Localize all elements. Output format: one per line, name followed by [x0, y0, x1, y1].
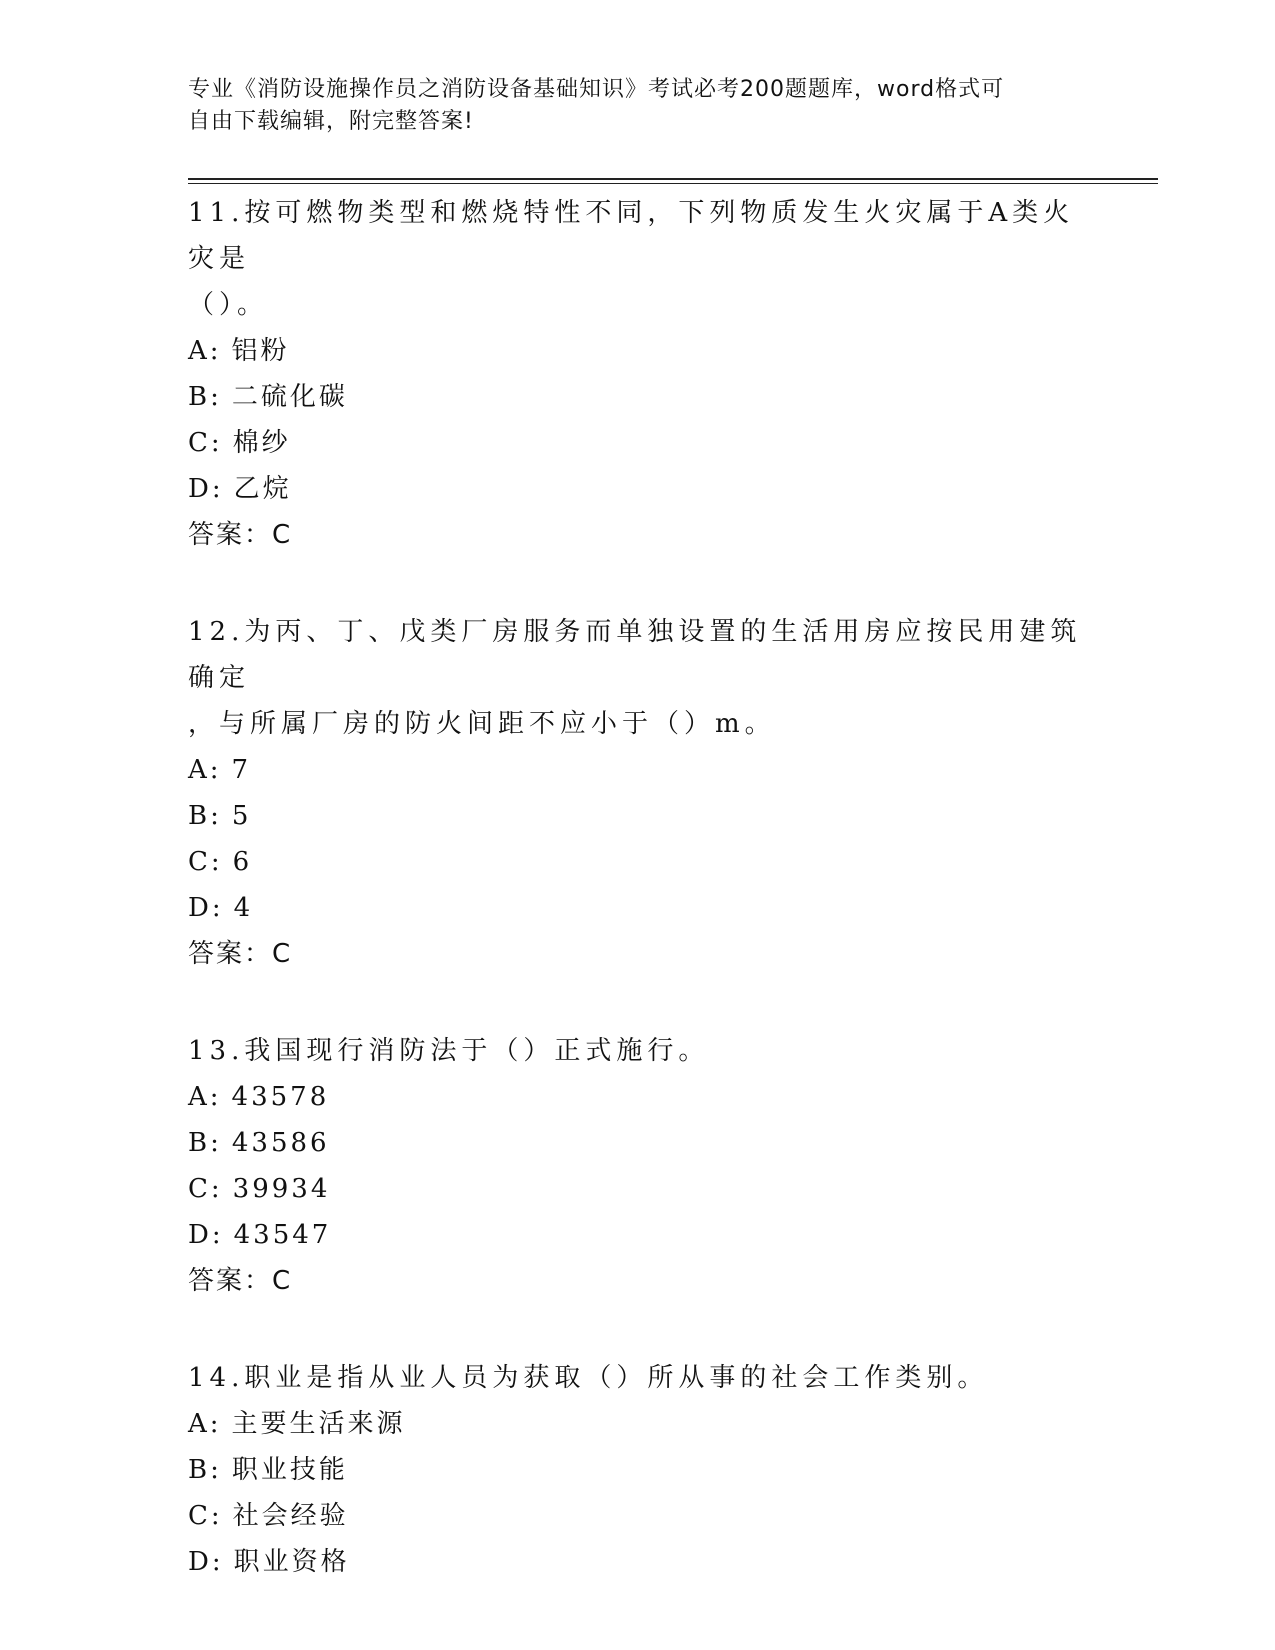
option-key: D: — [188, 1547, 224, 1577]
question-stem — [188, 609, 1088, 747]
option-d — [188, 466, 1088, 512]
option-text: 铝粉 — [231, 336, 290, 366]
option-text: 社会经验 — [232, 1501, 349, 1531]
question-stem-line: 12.为丙、丁、戊类厂房服务而单独设置的生活用房应按民用建筑确定 — [188, 617, 1082, 693]
option-d — [188, 1539, 1088, 1585]
option-text: 职业技能 — [231, 1455, 348, 1485]
question-stem — [188, 1355, 1088, 1401]
option-key: B: — [188, 801, 222, 831]
question-14 — [188, 1355, 1088, 1585]
question-11 — [188, 190, 1088, 558]
option-text: 6 — [232, 847, 253, 877]
option-key: A: — [188, 336, 222, 366]
option-text: 职业资格 — [233, 1547, 350, 1577]
option-key: C: — [188, 428, 223, 458]
option-text: 39934 — [232, 1174, 331, 1204]
option-key: C: — [188, 1501, 223, 1531]
option-key: D: — [188, 474, 224, 504]
option-key: B: — [188, 1455, 222, 1485]
answer-line: 答案：C — [188, 939, 293, 969]
option-key: C: — [188, 1174, 223, 1204]
answer-line: 答案：C — [188, 1266, 293, 1296]
option-a — [188, 1074, 1088, 1120]
option-b — [188, 374, 1088, 420]
option-key: B: — [188, 1128, 222, 1158]
option-text: 4 — [233, 893, 254, 923]
question-stem — [188, 1028, 1088, 1074]
header-divider-thin — [188, 183, 1158, 184]
option-key: A: — [188, 1409, 222, 1439]
option-key: C: — [188, 847, 223, 877]
question-12 — [188, 609, 1088, 977]
option-text: 主要生活来源 — [231, 1409, 406, 1439]
option-b — [188, 1120, 1088, 1166]
option-text: 5 — [231, 801, 252, 831]
option-b — [188, 793, 1088, 839]
option-text: 43586 — [231, 1128, 330, 1158]
question-list — [188, 190, 1088, 1636]
option-key: A: — [188, 755, 222, 785]
question-stem-line: 13.我国现行消防法于（）正式施行。 — [188, 1036, 710, 1066]
option-text: 棉纱 — [232, 428, 291, 458]
option-key: D: — [188, 893, 224, 923]
option-b — [188, 1447, 1088, 1493]
question-stem-line: （）。 — [188, 290, 269, 320]
answer-line: 答案：C — [188, 520, 293, 550]
option-a — [188, 328, 1088, 374]
document-header — [188, 74, 1088, 138]
question-stem-line: 14.职业是指从业人员为获取（）所从事的社会工作类别。 — [188, 1363, 989, 1393]
option-text: 乙烷 — [233, 474, 292, 504]
option-text: 43578 — [231, 1082, 330, 1112]
option-key: A: — [188, 1082, 222, 1112]
option-a — [188, 747, 1088, 793]
option-c — [188, 420, 1088, 466]
option-a — [188, 1401, 1088, 1447]
header-line-1: 专业《消防设施操作员之消防设备基础知识》考试必考200题题库，word格式可 — [188, 77, 1005, 102]
option-c — [188, 1493, 1088, 1539]
option-c — [188, 839, 1088, 885]
question-stem — [188, 190, 1088, 328]
option-key: D: — [188, 1220, 224, 1250]
option-d — [188, 1212, 1088, 1258]
question-stem-line: 11.按可燃物类型和燃烧特性不同，下列物质发生火灾属于A类火灾是 — [188, 198, 1075, 274]
option-key: B: — [188, 382, 222, 412]
header-line-2: 自由下载编辑，附完整答案! — [188, 109, 474, 134]
option-c — [188, 1166, 1088, 1212]
option-text: 7 — [231, 755, 252, 785]
question-stem-line: ，与所属厂房的防火间距不应小于（）m。 — [188, 709, 776, 739]
header-divider-thick — [188, 178, 1158, 180]
option-text: 二硫化碳 — [231, 382, 348, 412]
option-text: 43547 — [233, 1220, 332, 1250]
question-13 — [188, 1028, 1088, 1304]
option-d — [188, 885, 1088, 931]
